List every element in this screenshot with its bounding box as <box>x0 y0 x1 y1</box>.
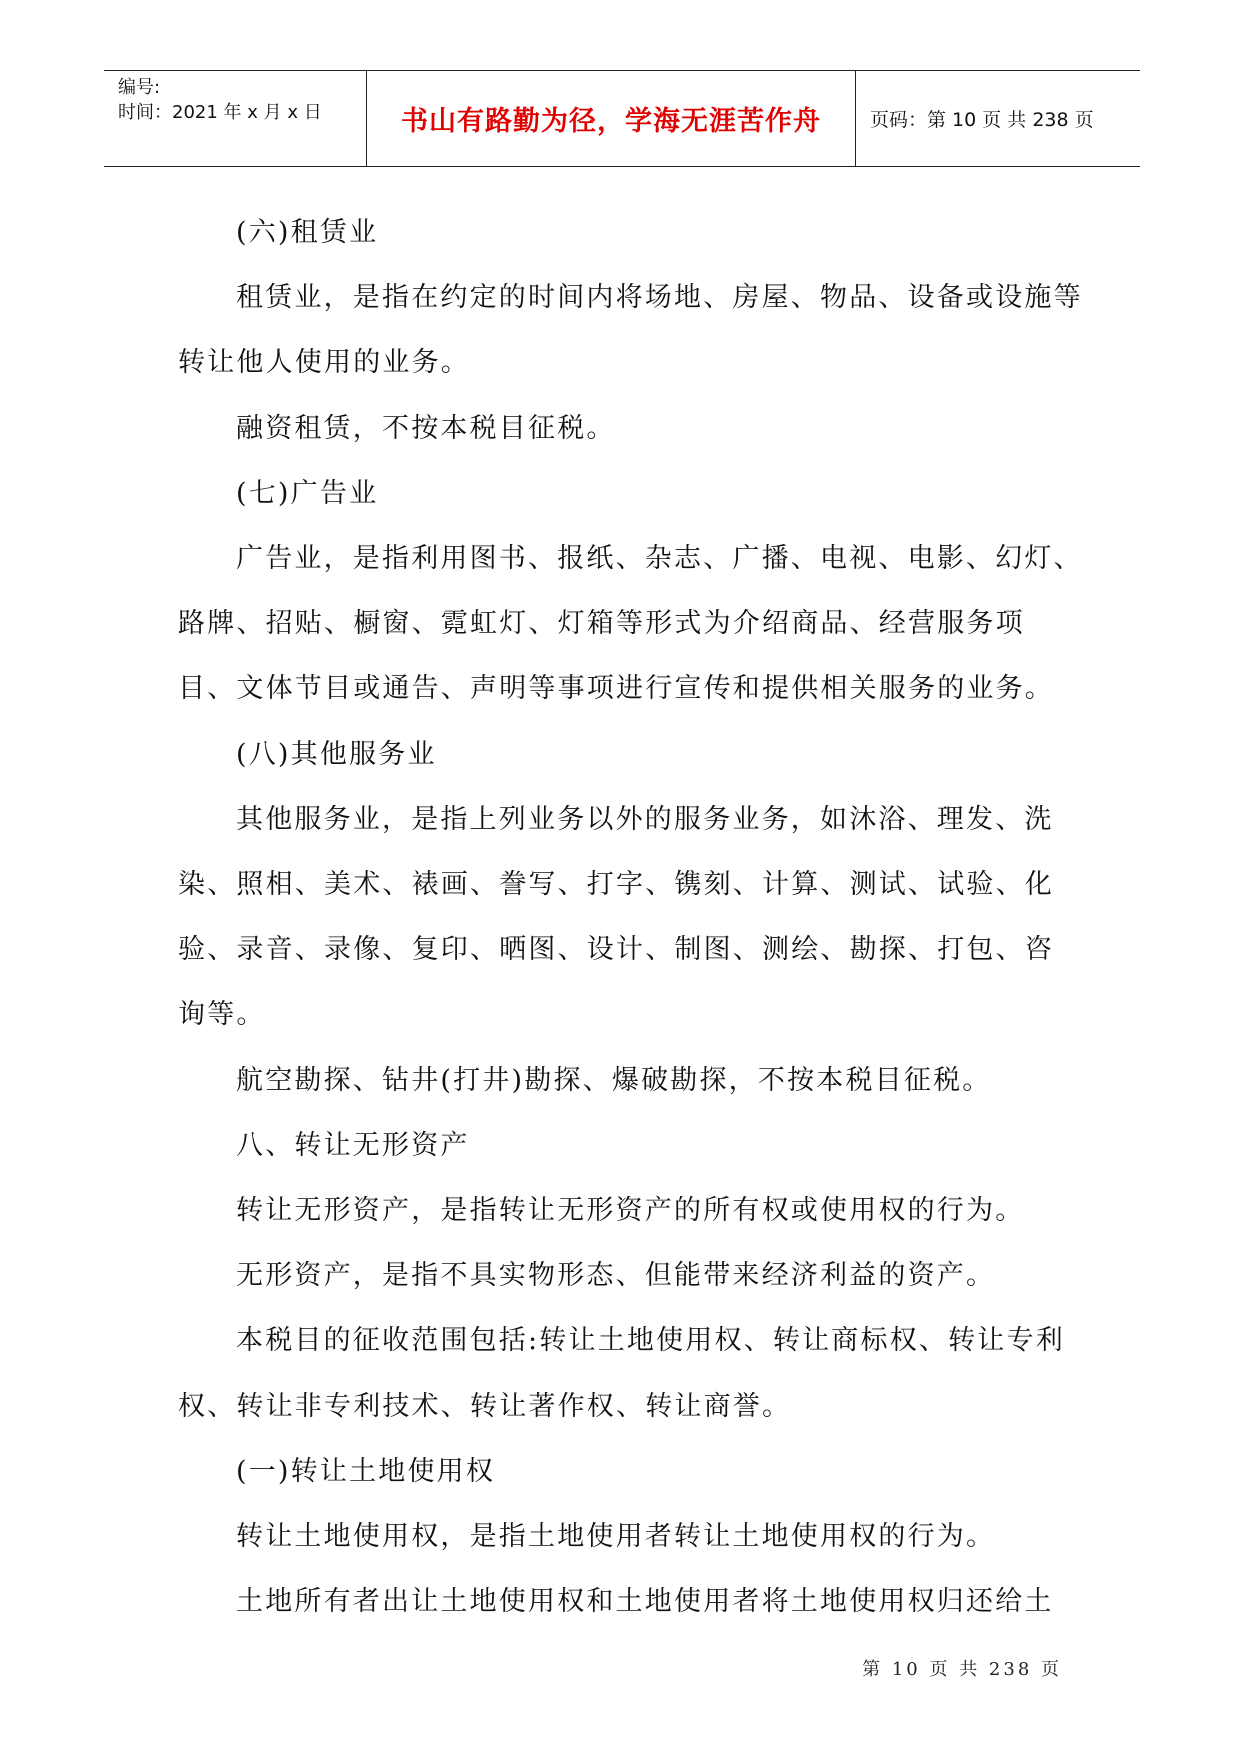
section-heading: (一)转让土地使用权 <box>236 1455 496 1487</box>
document-time: 时间：2021 年 x 月 x 日 <box>118 102 322 123</box>
document-body <box>178 200 1083 1634</box>
paragraph: 转让土地使用权，是指土地使用者转让土地使用权的行为。 <box>236 1521 996 1553</box>
header-meta <box>118 75 358 125</box>
section-heading: (八)其他服务业 <box>236 738 437 770</box>
document-header <box>104 70 1140 167</box>
paragraph: 租赁业，是指在约定的时间内将场地、房屋、物品、设备或设施等转让他人使用的业务。 <box>178 282 1083 379</box>
paragraph: 无形资产，是指不具实物形态、但能带来经济利益的资产。 <box>236 1260 996 1292</box>
paragraph: 转让无形资产，是指转让无形资产的所有权或使用权的行为。 <box>236 1195 1025 1227</box>
paragraph: 航空勘探、钻井(打井)勘探、爆破勘探，不按本税目征税。 <box>236 1064 992 1096</box>
paragraph: 土地所有者出让土地使用权和土地使用者将土地使用权归还给土 <box>236 1586 1054 1618</box>
page-footer: 第 10 页 共 238 页 <box>862 1659 1062 1680</box>
header-motto: 书山有路勤为径，学海无涯苦作舟 <box>401 106 821 137</box>
section-heading: 八、转让无形资产 <box>236 1129 470 1161</box>
paragraph: 广告业，是指利用图书、报纸、杂志、广播、电视、电影、幻灯、路牌、招贴、橱窗、霓虹灯、灯箱等形式为介绍商品、经营服务项目、文体节目或通告、声明等事项进行宣传和提供相关服务的业务。 <box>178 543 1083 705</box>
paragraph: 本税目的征收范围包括:转让土地使用权、转让商标权、转让专利权、转让非专利技术、转让著作权、转让商誉。 <box>178 1325 1065 1422</box>
header-divider <box>366 71 367 166</box>
document-number-label: 编号: <box>118 77 161 98</box>
section-heading: (七)广告业 <box>236 477 379 509</box>
section-heading: (六)租赁业 <box>236 217 379 248</box>
header-page-code: 页码：第 10 页 共 238 页 <box>870 109 1094 131</box>
paragraph: 其他服务业，是指上列业务以外的服务业务，如沐浴、理发、洗染、照相、美术、裱画、誊写、打字、镌刻、计算、测试、试验、化验、录音、录像、复印、晒图、设计、制图、测绘、勘探、打包、咨询等。 <box>178 803 1054 1031</box>
header-divider <box>855 71 856 166</box>
paragraph: 融资租赁，不按本税目征税。 <box>236 412 616 444</box>
